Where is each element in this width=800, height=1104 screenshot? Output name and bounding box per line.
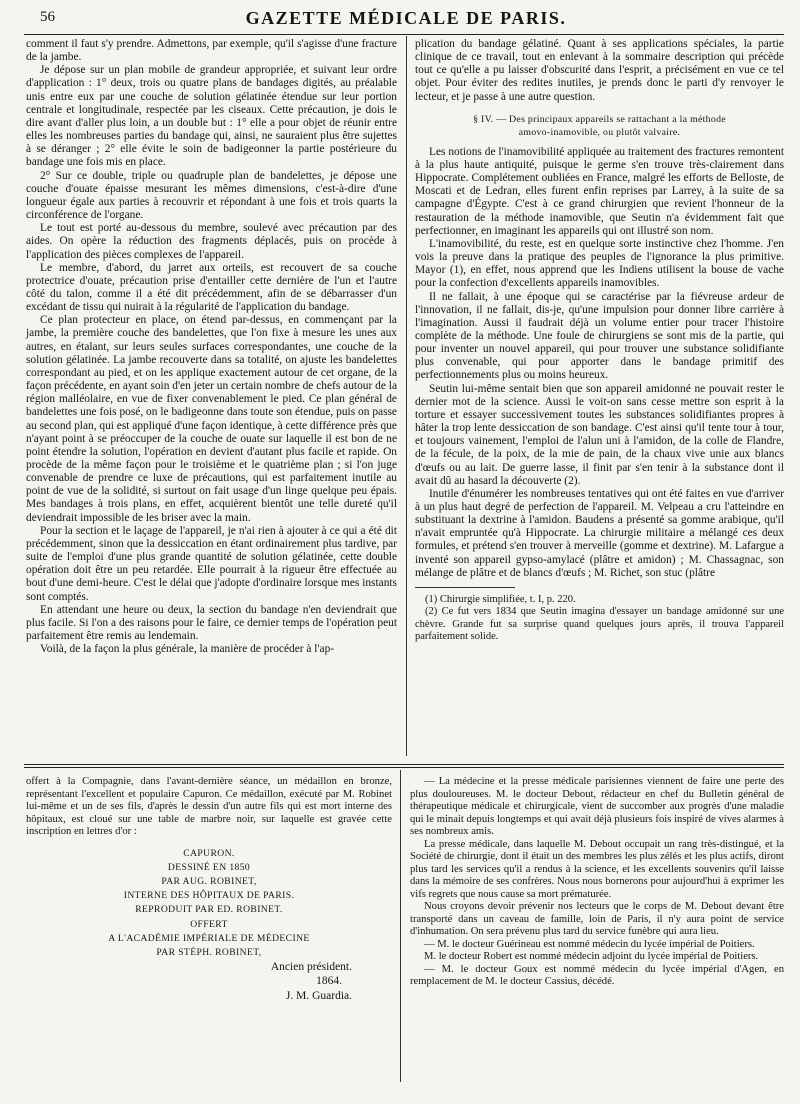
inscription-line: DESSINÉ EN 1850 <box>167 861 251 873</box>
paragraph: — M. le docteur Guérineau est nommé médecin du lycée impérial de Poitiers. <box>424 938 755 950</box>
paragraph: Les notions de l'inamovibilité appliquée au traitement des fractures remontent à la plus haute antiquité, puisque le germe s'en trouve très-clairement dans Hippocrate. Complétement oubliées en France, malgré les efforts de Belloste, de Moscati et de Ledran, elles furent enfin reprises par Larrey, à la suite de sa campagne d'Égypte. C'est à ce grand chirurgien que revient l'honneur de la restauration de la méthode inamovible, que Seutin n'a évidemment fait que perfectionner, en imaginant les appareils qui ont illustré son nom. <box>415 145 784 237</box>
section-rule <box>24 764 784 765</box>
inscription-line: PAR STÉPH. ROBINET, <box>156 946 262 958</box>
paragraph: Ce plan protecteur en place, on étend par-dessus, en commençant par la jambe, la première couche des bandelettes, que l'on fixe à mesure les unes aux autres, en étalant, sur leurs seules surfaces correspondantes, une couche de la solution gélatinée. La jambe recouverte dans sa totalité, on ajuste les bandelettes correspondant au pied, et on les applique exactement autour de cet organe, de la façon précédente, en ayant soin d'en jeter un certain nombre de chefs autour de la région malléolaire, en vue de fixer convenablement le pied. Ce plan général de bandelettes une fois posé, on le badigeonne dans toute son étendue, puis on passe au second plan, qui est appliqué d'une façon identique, à cette différence près que n'ayant point à se préoccuper de la couche de ouate sur laquelle il est bon de ne point étendre la solution, l'opération en devient d'autant plus facile et rapide. On procède de la même façon pour le troisième et le quatrième plan ; si l'on juge convenable de prendre ce luxe de précautions, qui est parfaitement inutile au point de vue de la solidité, si surtout on fait usage d'un linge quelque peu épais. Mes bandages à trois plans, en effet, acquièrent bientôt une telle dureté qu'il deviendrait impossible de les briser avec la main. <box>26 314 397 524</box>
bottom-right-column <box>410 776 784 989</box>
paragraph: — M. le docteur Goux est nommé médecin du lycée impérial d'Agen, en remplacement de M. le docteur Cassius, décédé. <box>410 963 784 987</box>
inscription-line: PAR AUG. ROBINET, <box>161 875 257 887</box>
paragraph: M. le docteur Robert est nommé médecin adjoint du lycée impérial de Poitiers. <box>424 951 759 962</box>
footnote: (2) Ce fut vers 1834 que Seutin imagina d'essayer un bandage amidonné sur une chèvre. Grande fut sa surprise quand quelques jours après, il trouva l'appareil parfaitement solide. <box>415 606 784 643</box>
paragraph: Le tout est porté au-dessous du membre, soulevé avec précaution par des aides. On opère la réduction des fragments déplacés, puis on procède à l'application des pièces complexes de l'appareil. <box>26 222 397 261</box>
paragraph: Seutin lui-même sentait bien que son appareil amidonné ne pouvait rester le dernier mot de la science. Aussi le voit-on sans cesse mettre son esprit à la torture et essayer successivement toutes les substances solidifiantes propres à hâter la trop lente dessiccation de son bandage. C'est ainsi qu'il tente tour à tour, et toujours vainement, l'emploi de l'alun uni à l'amidon, de la colle de Flandre, de la fécule, de la poix, de la mie de pain, de la chaux vive unie aux blancs d'œufs ou au lait. De guerre lasse, il finit par s'en tenir à la substance dont il avait dû au hasard la découverte (2). <box>415 382 784 487</box>
paragraph: 2° Sur ce double, triple ou quadruple plan de bandelettes, je dépose une couche d'ouate épaisse mesurant les mêmes dimensions, c'est-à-dire d'une longueur égale aux parties à recouvrir et répondant à une fois et trois quarts la circonférence de l'organe. <box>26 169 397 222</box>
paragraph: Je dépose sur un plan mobile de grandeur appropriée, et suivant leur ordre d'application : 1° deux, trois ou quatre plans de bandages digités, au préalable unis entre eux par une couche de solution gélatinée étendue sur leur portion centrale et longitudinale, respectée par les ciseaux. Cette précaution, je dois le dire avant d'aller plus loin, a un double but : 1° elle a pour objet de réunir entre elles les nombreuses parties du bandage qui, ainsi, ne sauraient plus être sujettes à se déranger ; 2° elle évite le soin de badigeonner la partie postérieure du bandage une fois mis en place. <box>26 64 397 169</box>
masthead-title: GAZETTE MÉDICALE DE PARIS. <box>245 8 567 28</box>
right-column <box>415 38 784 644</box>
paragraph: — La médecine et la presse médicale parisiennes viennent de faire une perte des plus douloureuses. M. le docteur Debout, rédacteur en chef du Bulletin général de thérapeutique médicale et chirurgicale, vient de succomber aux progrès d'une maladie qui le minait depuis longtemps et qui avait déjà plusieurs fois inspiré de vives alarmes à ses nombreux amis. <box>410 776 784 837</box>
paragraph: Il ne fallait, à une époque qui se caractérise par la fiévreuse ardeur de l'innovation, il ne fallait, dis-je, qu'une impulsion pour donner libre carrière à l'imagination. Aussi il faudrait déjà un volume entier pour tracer l'histoire complète de la méthode. Une foule de chirurgiens se sont mis de la partie, qui pour inventer un nouvel appareil, qui pour trouver une substance solidifiante plus convenable, qui pour apporter dans le bandage primitif des perfectionnements plus ou moins heureux. <box>415 290 784 382</box>
paragraph: L'inamovibilité, du reste, est en quelque sorte instinctive chez l'homme. J'en vois la preuve dans la pratique des peuples de l'ignorance la plus primitive. Mayor (1), en effet, nous apprend que les Indiens utilisent la bouse de vache pour la confection d'excellents appareils inamovibles. <box>415 237 784 290</box>
paragraph: comment il faut s'y prendre. Admettons, par exemple, qu'il s'agisse d'une fracture de la jambe. <box>26 38 397 64</box>
author-signature: J. M. Guardia. <box>285 989 352 1002</box>
header-rule <box>24 34 784 35</box>
paragraph: offert à la Compagnie, dans l'avant-dernière séance, un médaillon en bronze, représentant l'excellent et populaire Capuron. Ce médaillon, exécuté par M. Robinet lui-même et un de ses fils, d'après le dessin d'un autre fils qui est mort interne des hôpitaux, est cloué sur une table de marbre noir, sur laquelle est gravée cette inscription en lettres d'or : <box>26 776 392 837</box>
inscription-year: 1864. <box>316 975 342 988</box>
inscription-line: CAPURON. <box>183 847 235 859</box>
inscription-line: OFFERT <box>190 918 228 930</box>
paragraph: Pour la section et le laçage de l'appareil, je n'ai rien à ajouter à ce qui a été dit précédemment, sinon que la dessiccation en étant ordinairement plus tardive, par suite de l'emploi d'une plus grande quantité de solution gélatinée, cette double opération doit être un peu retardée. Elle pourrait à la rigueur être effectuée au bout d'une demi-heure. C'est le délai que j'adopte d'ordinaire lorsque mes instants sont comptés. <box>26 524 397 603</box>
paragraph: Voilà, de la façon la plus générale, la manière de procéder à l'ap- <box>40 643 335 656</box>
left-column <box>26 38 397 656</box>
inscription-line: A L'ACADÉMIE IMPÉRIALE DE MÉDECINE <box>108 932 310 944</box>
column-divider <box>406 36 407 756</box>
page-number: 56 <box>40 9 55 25</box>
medallion-inscription <box>26 847 392 1003</box>
inscription-title: Ancien président. <box>270 961 352 974</box>
inscription-line: REPRODUIT PAR ED. ROBINET. <box>135 904 283 916</box>
paragraph: Nous croyons devoir prévenir nos lecteurs que le corps de M. Debout devant être transporté dans un caveau de famille, loin de Paris, il n'y aura point de service d'inhumation. On sera prévenu plus tard du service funèbre qui aura lieu. <box>410 901 784 937</box>
inscription-line: INTERNE DES HÔPITAUX DE PARIS. <box>123 890 295 902</box>
page-header <box>30 6 782 32</box>
paragraph: Inutile d'énumérer les nombreuses tentatives qui ont été faites en vue d'arriver à un plus haut degré de perfection de l'appareil. M. Velpeau a cru l'atteindre en substituant la dextrine à l'amidon. Baudens a présenté sa gomme arabique, qu'il n'avait empruntée qu'à Hippocrate. La chirurgie militaire a mélangé ces deux formules, et prétend s'en trouver à merveille (gomme et dextrine). M. Lafargue a inventé son appareil gypso-amylacé (plâtre et amidon) ; M. Chassagnac, son mélange de plâtre et de blancs d'œufs ; M. Richet, son stuc (plâtre <box>415 487 784 579</box>
paragraph: plication du bandage gélatiné. Quant à ses applications spéciales, la partie clinique de ce travail, tout en enlevant à la sommaire description qui précède tout ce qu'elle a pu laisser d'obscurité dans l'esprit, a précisément en vue ce tel objet. Pour éviter des redites inutiles, je prends donc le parti d'y renvoyer le lecteur, et je passe à une autre question. <box>415 38 784 103</box>
paragraph: Le membre, d'abord, du jarret aux orteils, est recouvert de sa couche protectrice d'ouate, précaution prise d'entailler cette dernière de l'un et l'autre côté du talon, comme il a été dit précédemment, afin de se débarrasser d'un excédant de tissu qui nuirait à la régularité de l'application du bandage. <box>26 261 397 314</box>
section-heading <box>415 113 784 139</box>
section-heading-line: § IV. — Des principaux appareils se rattachant a la méthode <box>473 113 726 125</box>
footnote-rule <box>415 587 515 588</box>
section-rule-double <box>24 767 784 768</box>
paragraph: La presse médicale, dans laquelle M. Debout occupait un rang très-distingué, et la Société de chirurgie, dont il était un des membres les plus zélés et les plus actifs, diront plus tard les services qu'il a rendus à la science, et les excellents souvenirs qu'il laisse dans la mémoire de ses confrères. Nous nous bornerons pour aujourd'hui à exprimer les vifs regrets que nous cause sa mort prématurée. <box>410 838 784 900</box>
footnote: (1) Chirurgie simplifiée, t. I, p. 220. <box>425 593 576 605</box>
column-divider <box>400 770 401 1082</box>
paragraph: En attendant une heure ou deux, la section du bandage n'en deviendrait que plus facile. Si l'on a des raisons pour le faire, ce dernier temps de l'opération peut parfaitement être remis au lendemain. <box>26 603 397 643</box>
section-heading-line: amovo-inamovible, ou plutôt valvaire. <box>518 126 681 138</box>
bottom-left-column <box>26 776 392 1003</box>
